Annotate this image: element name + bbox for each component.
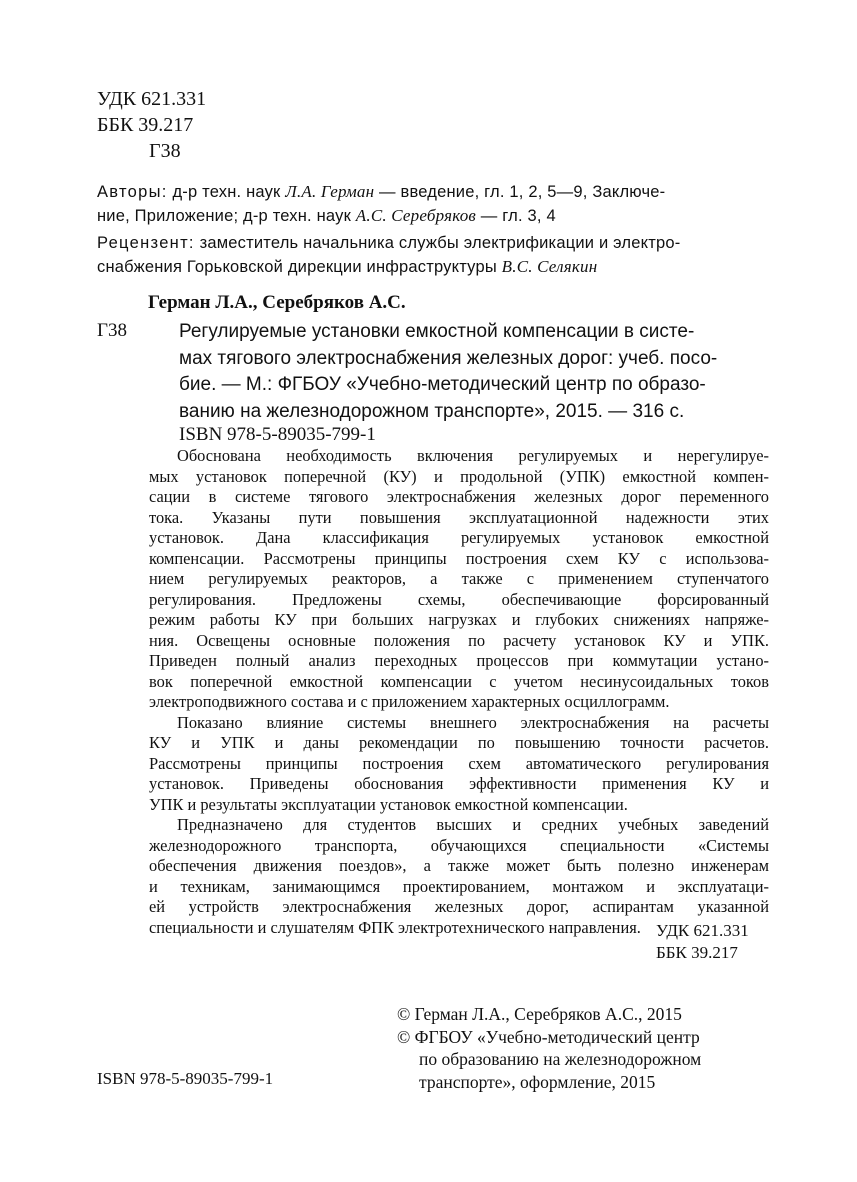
annotation-line: Предназначено для студентов высших и средних учебных заведений: [177, 815, 769, 834]
annotation-line: Приведен полный анализ переходных процессов при коммутации устано-: [149, 651, 769, 670]
reviewer-label: Рецензент:: [97, 234, 195, 252]
copyright-block: [397, 1003, 701, 1093]
author-mark: Г38: [149, 140, 181, 162]
copyright-publisher-cont: по образованию на железнодорожном: [419, 1049, 702, 1069]
authors-text-2a: ние, Приложение; д-р техн. наук: [97, 207, 356, 225]
annotation-line: КУ и УПК и даны рекомендации по повышению точности расчетов.: [149, 733, 769, 752]
classification-block: [97, 86, 206, 164]
bib-title-line: бие. — М.: ФГБОУ «Учебно-методический центр по образо-: [179, 374, 706, 395]
annotation-line: нием регулируемых реакторов, а также с применением ступенчатого: [149, 569, 769, 588]
author-name-2: А.С. Серебряков: [355, 206, 476, 225]
annotation-line: электроподвижного состава и с приложением характерных осциллограмм.: [149, 692, 670, 711]
annotation-line: компенсации. Рассмотрены принципы построения схем КУ с использова-: [149, 548, 769, 568]
annotation-line: обеспечения движения поездов», а также может быть полезно инженерам: [149, 856, 769, 875]
annotation-line: установок. Приведены обоснования эффективности применения КУ и: [149, 774, 769, 793]
authors-text-2b: — гл. 3, 4: [476, 207, 556, 225]
annotation-line: железнодорожного транспорта, обучающихся специальности «Системы: [149, 835, 769, 855]
copyright-publisher: © ФГБОУ «Учебно-методический центр: [397, 1026, 700, 1047]
author-name-1: Л.А. Герман: [285, 182, 375, 201]
annotation-line: тока. Указаны пути повышения эксплуатационной надежности этих: [149, 507, 769, 527]
authors-label: Авторы:: [97, 183, 168, 201]
bibliographic-code: Г38: [97, 320, 127, 341]
annotation-line: Рассмотрены принципы построения схем автоматического регулирования: [149, 753, 769, 773]
annotation-line: сации в системе тягового электроснабжения железных дорог переменного: [149, 487, 769, 506]
bib-title-line: мах тягового электроснабжения железных дорог: учеб. посо-: [179, 347, 718, 369]
reviewer-text-1: заместитель начальника службы электрификации и электро-: [199, 234, 681, 252]
authors-paragraph: [97, 180, 777, 228]
bibliographic-authors: Герман Л.А., Серебряков А.С.: [148, 292, 406, 313]
reviewer-paragraph: [97, 232, 777, 279]
annotation-line: ей устройств электроснабжения железных дорог, аспирантам указанной: [149, 897, 769, 916]
authors-text-1a: д-р техн. наук: [172, 183, 286, 201]
annotation-line: вок поперечной емкостной компенсации с учетом несинусоидальных токов: [149, 671, 769, 691]
bibliographic-title: [179, 319, 769, 425]
annotation-line: и техникам, занимающимся проектированием, монтажом и эксплуатаци-: [149, 876, 769, 896]
annotation-line: Показано влияние системы внешнего электроснабжения на расчеты: [177, 712, 769, 732]
udk-code: УДК 621.331: [97, 88, 207, 110]
reviewer-text-2: снабжения Горьковской дирекции инфраструктуры: [97, 258, 502, 276]
annotation-line: Обоснована необходимость включения регулируемых и нерегулируе-: [177, 446, 769, 465]
annotation-line: мых установок поперечной (КУ) и продольной (УПК) емкостной компен-: [149, 466, 769, 486]
annotation-line: ния. Освещены основные положения по расчету установок КУ и УПК.: [149, 630, 769, 650]
reviewer-name: В.С. Селякин: [501, 257, 598, 276]
udk-code-repeat: УДК 621.331: [656, 921, 749, 940]
annotation-line: УПК и результаты эксплуатации установок емкостной компенсации.: [149, 794, 628, 814]
authors-text-1b: — введение, гл. 1, 2, 5—9, Заключе-: [374, 183, 666, 201]
annotation-line: специальности и слушателям ФПК электротехнического направления.: [149, 917, 641, 937]
isbn-main: ISBN 978-5-89035-799-1: [179, 424, 376, 445]
bib-title-line: Регулируемые установки емкостной компенсации в систе-: [179, 321, 695, 342]
annotation: [149, 446, 769, 938]
annotation-line: режим работы КУ при больших нагрузках и глубоких снижениях напряже-: [149, 610, 769, 629]
annotation-line: установок. Дана классификация регулируемых установок емкостной: [149, 528, 769, 547]
isbn-footer: ISBN 978-5-89035-799-1: [97, 1069, 274, 1088]
copyright-authors: © Герман Л.А., Серебряков А.С., 2015: [397, 1004, 682, 1024]
bib-title-line: ванию на железнодорожном транспорте», 2015. — 316 с.: [179, 400, 685, 422]
annotation-line: регулирования. Предложены схемы, обеспечивающие форсированный: [149, 589, 769, 609]
bbk-code-repeat: ББК 39.217: [656, 943, 738, 962]
copyright-publisher-cont: транспорте», оформление, 2015: [419, 1071, 656, 1092]
bbk-code: ББК 39.217: [97, 114, 194, 136]
classification-repeat: [656, 920, 749, 964]
